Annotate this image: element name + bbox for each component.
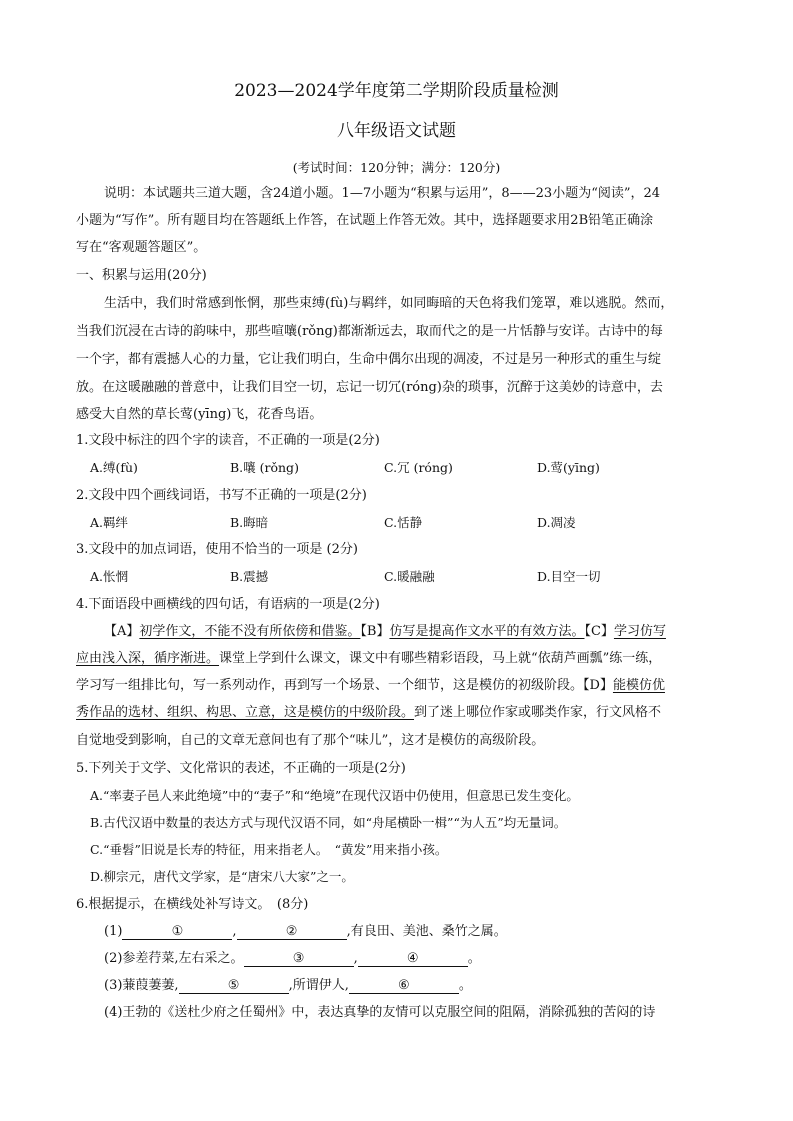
option-a: A.“率妻子邑人来此绝境”中的“妻子”和“绝境”在现代汉语中仍使用，但意思已发生变化。: [90, 788, 579, 803]
instruction-line: 小题为“写作”。所有题目均在答题纸上作答，在试题上作答无效。其中，选择题要求用2B铅笔正确涂: [76, 213, 654, 228]
blank-4[interactable]: ④: [358, 951, 468, 967]
passage-line: 放。在这暖融融的普意中，让我们目空一切，忘记一切冗(róng)杂的琐事，沉醉于这美妙的诗意中，去: [76, 380, 663, 395]
option-a: A.羁绊: [90, 515, 129, 530]
passage-line: 感受大自然的草长莺(yīng)飞，花香鸟语。: [76, 407, 323, 422]
instruction-line: 写在“客观题答题区”。: [76, 240, 207, 255]
option-d: D.凋凌: [537, 515, 576, 530]
option-d: D.莺(yīng): [537, 460, 600, 475]
fill-item: (3)蒹葭萋萋, ⑤ ,所谓伊人, ⑥ 。: [104, 978, 472, 993]
plain-text: 到了迷上哪位作家或哪类作家，行文风格不: [414, 705, 662, 720]
plain-text: 课堂上学到什么课文，课文中有哪些精彩语段，马上就“依葫芦画瓢”练一练，: [219, 651, 662, 666]
fill-item: (4)王勃的《送杜少府之任蜀州》中，表达真挚的友情可以克服空间的阻隔，消除孤独的苦闷的诗: [104, 1005, 656, 1020]
q4-line: [76, 651, 661, 667]
passage-line: 生活中，我们时常感到怅惘，那些束缚(fù)与羁绊，如同晦暗的天色将我们笼罩，难以逃脱。然而，: [104, 296, 674, 311]
question-stem: 2.文段中四个画线词语，书写不正确的一项是(2分): [76, 488, 367, 503]
tag-d: 【D】: [583, 678, 613, 693]
page-title: 2023—2024学年度第二学期阶段质量检测: [234, 81, 559, 101]
instruction-line: 说明：本试题共三道大题，含24道小题。1—7小题为“积累与运用”，8——23小题为“阅读”，24: [104, 186, 661, 201]
sentence-d-end: 秀作品的选材、组织、构思、立意，这是模仿的中级阶段。: [76, 705, 415, 720]
option-c: C.冗 (róng): [384, 460, 453, 475]
option-a: A.怅惘: [90, 569, 129, 584]
blank-6[interactable]: ⑥: [349, 978, 459, 994]
q4-line: [76, 705, 661, 721]
option-b: B.晦暗: [230, 515, 269, 530]
option-d: D.目空一切: [537, 569, 601, 584]
option-c: C.“垂髫”旧说是长寿的特征，用来指老人。 “黄发”用来指小孩。: [90, 842, 448, 857]
option-b: B.震撼: [230, 569, 269, 584]
option-b: B.古代汉语中数量的表达方式与现代汉语不同，如“舟尾横卧一楫”“为人五”均无量词。: [90, 815, 567, 830]
blank-1[interactable]: ①: [122, 924, 232, 940]
question-stem: 5.下列关于文学、文化常识的表述，不正确的一项是(2分): [76, 761, 406, 776]
question-stem: 1.文段中标注的四个字的读音，不正确的一项是(2分): [76, 433, 380, 448]
passage-line: 当我们沉浸在古诗的韵味中，那些喧嚷(rǒng)都渐渐远去，取而代之的是一片恬静与安详。古诗中的每: [76, 324, 663, 339]
sentence-c-end: 应由浅入深，循序渐进。: [76, 651, 220, 666]
passage-line: 一个字，都有震撼人心的力量，它让我们明白，生命中偶尔出现的凋凌，不过是另一种形式的重生与绽: [76, 352, 662, 367]
option-c: C.恬静: [384, 515, 423, 530]
fill-item: (2)参差荇菜,左右采之。 ③ , ④ 。: [104, 951, 481, 966]
question-stem: 6.根据提示，在横线处补写诗文。 (8分): [76, 897, 309, 912]
q4-line: [104, 624, 666, 640]
plain-text: 学习写一组排比句，写一系列动作，再到写一个场景、一个细节，这是模仿的初级阶段。: [76, 678, 584, 693]
blank-5[interactable]: ⑤: [179, 978, 289, 994]
page-subtitle: 八年级语文试题: [337, 121, 456, 141]
question-stem: 4.下面语段中画横线的四句话，有语病的一项是(2分): [76, 597, 380, 612]
option-c: C.暖融融: [384, 569, 435, 584]
q4-line: [76, 678, 665, 694]
option-b: B.嚷 (rǒng): [230, 460, 299, 475]
exam-info: (考试时间：120分钟；满分：120分): [292, 160, 501, 175]
blank-2[interactable]: ②: [237, 924, 347, 940]
q4-line: 自觉地受到影响，自己的文章无意间也有了那个“味儿”，这才是模仿的高级阶段。: [76, 733, 545, 748]
tag-a: 【A】: [104, 624, 140, 639]
fill-item: (1) ① , ② ,有良田、美池、桑竹之属。: [104, 924, 507, 939]
tag-c: 【C】: [584, 624, 614, 639]
tag-b: 【B】: [360, 624, 390, 639]
question-stem: 3.文段中的加点词语，使用不恰当的一项是 (2分): [76, 542, 358, 557]
option-a: A.缚(fù): [90, 460, 138, 475]
sentence-c-start: 学习仿写: [613, 624, 666, 639]
sentence-a: 初学作文，不能不没有所依傍和借鉴。: [139, 624, 361, 639]
section-heading: 一、积累与运用(20分): [76, 268, 207, 283]
sentence-b: 仿写是提高作文水平的有效方法。: [389, 624, 585, 639]
blank-3[interactable]: ③: [244, 951, 354, 967]
sentence-d-start: 能模仿优: [612, 678, 665, 693]
option-d: D.柳宗元，唐代文学家，是“唐宋八大家”之一。: [90, 869, 354, 884]
